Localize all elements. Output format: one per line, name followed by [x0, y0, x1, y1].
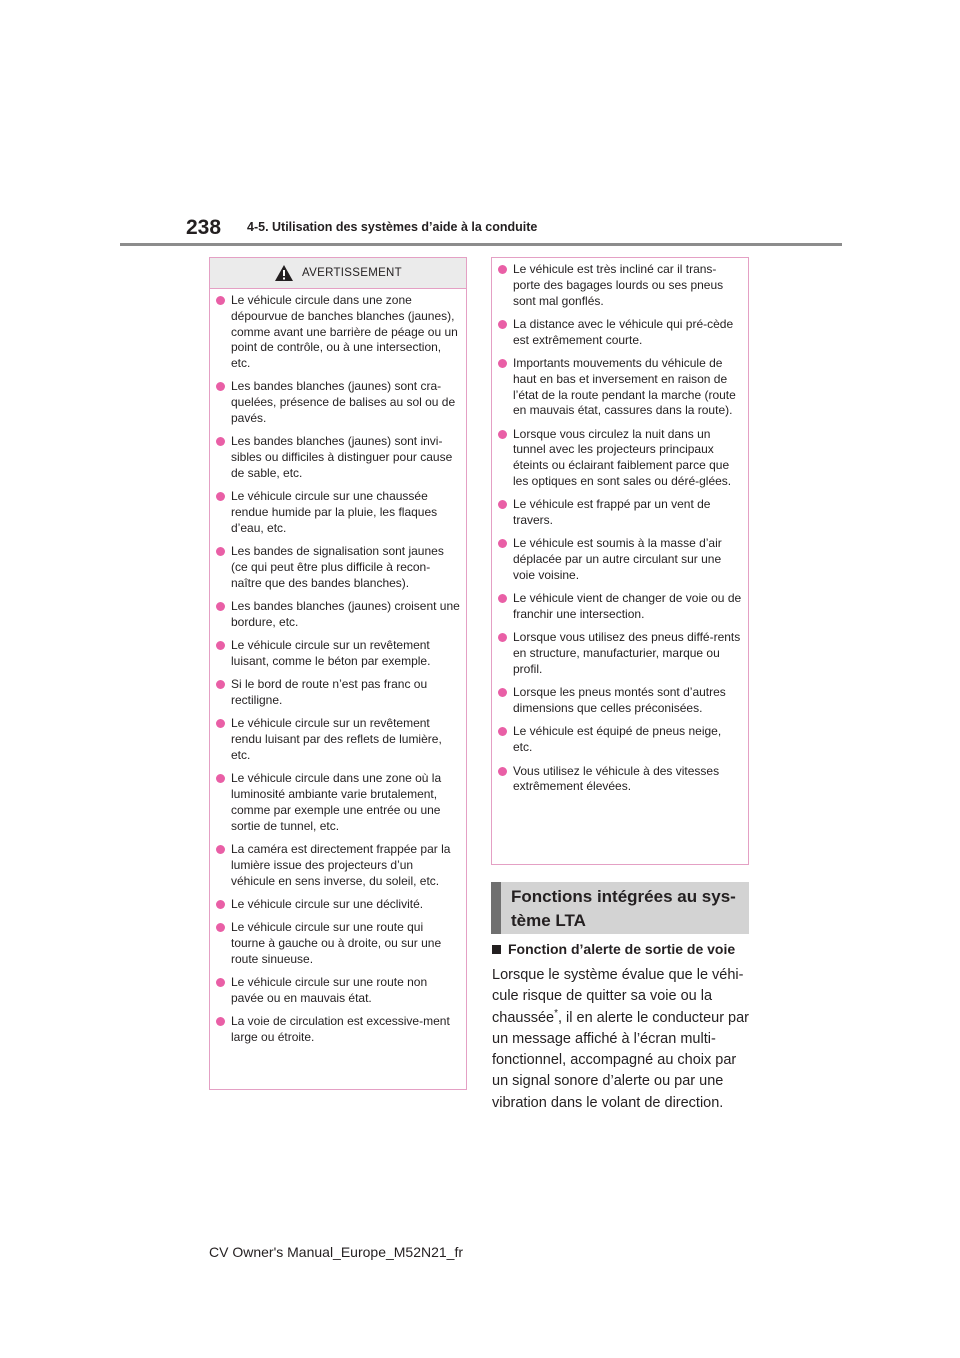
warning-list-item [498, 685, 742, 717]
warning-item-text: Le véhicule circule sur un revêtement luisant, comme le béton par exemple. [231, 638, 431, 668]
warning-item-text: Les bandes de signalisation sont jaunes (ce qui peut être plus difficile à recon-naître que des bandes blanches). [231, 544, 444, 590]
bullet-dot-icon [498, 539, 507, 548]
warning-item-text: Le véhicule circule sur une chaussée rendue humide par la pluie, les flaques d’eau, etc. [231, 489, 438, 535]
warning-list-item [216, 599, 460, 631]
subsection-heading [492, 941, 735, 957]
warning-item-text: Le véhicule est équipé de pneus neige, etc. [513, 724, 722, 755]
warning-list-item [216, 842, 460, 889]
warning-item-text: Lorsque vous circulez la nuit dans un tunnel avec les projecteurs principaux éteints ou éclairant faiblement parce que les optiques en sont sales ou déré-glées. [513, 426, 732, 489]
bullet-dot-icon [498, 500, 507, 509]
warning-item-text: Si le bord de route n’est pas franc ou rectiligne. [231, 677, 428, 708]
warning-item-text: Le véhicule est très incliné car il trans-porte des bagages lourds ou ses pneus sont mal gonflés. [513, 262, 724, 308]
warning-item-text: La voie de circulation est excessive-ment large ou étroite. [231, 1014, 450, 1044]
lta-section-title [501, 882, 746, 934]
warning-list-item [498, 262, 742, 309]
warning-item-text: La distance avec le véhicule qui pré-cède est extrêmement courte. [513, 316, 734, 347]
warning-item-text: Le véhicule circule dans une zone dépourvue de banches blanches (jaunes), comme avant une barrière de péage ou un point de contrôle, ou à une intersection, etc. [231, 293, 458, 371]
header-rule [120, 243, 842, 246]
warning-list-item [216, 293, 460, 372]
warning-item-text: Les bandes blanches (jaunes) sont invi-sibles ou difficiles à distinguer pour cause de sable, etc. [231, 434, 453, 480]
bullet-dot-icon [216, 602, 225, 611]
warning-list-item [498, 317, 742, 349]
warning-list-item [216, 716, 460, 763]
bullet-dot-icon [216, 774, 225, 783]
warning-item-text: Le véhicule circule sur une route qui tourne à gauche ou à droite, ou sur une route sinueuse. [231, 920, 442, 966]
lane-departure-paragraph [492, 965, 754, 1114]
warning-item-text: Le véhicule est frappé par un vent de travers. [513, 497, 711, 528]
warning-list-item [498, 630, 742, 677]
warning-triangle-icon [274, 264, 294, 282]
warning-item-text: Les bandes blanches (jaunes) sont cra-quelées, présence de balises au sol ou de pavés. [231, 379, 456, 426]
bullet-dot-icon [498, 320, 507, 329]
warning-list-item [498, 591, 742, 623]
warning-list-item [498, 427, 742, 490]
warning-item-text: Importants mouvements du véhicule de haut en bas et inversement en raison de l’état de la route pendant la marche (route en mauvais état, cassures dans la route). [513, 355, 736, 418]
bullet-dot-icon [498, 265, 507, 274]
warning-list-item [216, 897, 460, 913]
bullet-dot-icon [216, 437, 225, 446]
warning-item-text: Vous utilisez le véhicule à des vitesses extrêmement élevées. [513, 763, 720, 794]
warning-item-text: Le véhicule circule sur une déclivité. [231, 896, 424, 911]
bullet-dot-icon [498, 727, 507, 736]
para-before: Lorsque le système évalue que le véhi-cule risque de quitter sa voie ou la chaussée [492, 967, 744, 1026]
warning-list-item [498, 497, 742, 529]
warning-item-text: Lorsque vous utilisez des pneus diffé-rents en structure, manufacturier, marque ou profil. [513, 630, 741, 677]
warning-item-text: Lorsque les pneus montés sont d’autres dimensions que celles préconisées. [513, 685, 726, 716]
warning-list-right [491, 257, 749, 865]
bullet-dot-icon [216, 1017, 225, 1026]
lta-section-heading [491, 882, 749, 934]
bullet-dot-icon [216, 719, 225, 728]
section-title: 4-5. Utilisation des systèmes d’aide à la conduite [247, 220, 538, 234]
warning-item-text: Le véhicule circule sur une route non pavée ou en mauvais état. [231, 974, 428, 1005]
warning-list-item [216, 1014, 460, 1046]
warning-list-item [216, 920, 460, 967]
warning-item-text: Le véhicule est soumis à la masse d’air déplacée par un autre circulant sur une voie voisine. [513, 536, 722, 583]
bullet-dot-icon [216, 845, 225, 854]
bullet-dot-icon [216, 900, 225, 909]
bullet-dot-icon [216, 680, 225, 689]
bullet-dot-icon [216, 382, 225, 391]
warning-item-text: Le véhicule circule sur un revêtement rendu luisant par des reflets de lumière, etc. [231, 716, 442, 762]
warning-title: AVERTISSEMENT [302, 267, 402, 279]
bullet-dot-icon [498, 767, 507, 776]
bullet-dot-icon [216, 547, 225, 556]
para-after: , il en alerte le conducteur par un message affiché à l’écran multi-fonctionnel, accompagné au choix par un signal sonore d’alerte ou par une vibration dans le volant de direction. [492, 1009, 750, 1111]
footer-text: CV Owner's Manual_Europe_M52N21_fr [209, 1244, 464, 1260]
footnote-mark: * [554, 1007, 558, 1019]
warning-list-item [216, 544, 460, 591]
warning-list-left [210, 289, 466, 1046]
warning-list-item [216, 677, 460, 709]
lta-title-line2: tème LTA [511, 911, 586, 930]
warning-item-text: Les bandes blanches (jaunes) croisent une bordure, etc. [231, 599, 460, 629]
warning-list-item [498, 764, 742, 796]
bullet-dot-icon [498, 688, 507, 697]
lta-title-line1: Fonctions intégrées au sys- [511, 887, 736, 906]
bullet-dot-icon [498, 594, 507, 603]
warning-list-item [216, 638, 460, 670]
warning-list-item [498, 356, 742, 419]
bullet-dot-icon [216, 492, 225, 501]
warning-item-text: Le véhicule vient de changer de voie ou de franchir une intersection. [513, 591, 742, 622]
bullet-dot-icon [498, 430, 507, 439]
square-bullet-icon [492, 945, 501, 954]
page-number: 238 [186, 216, 222, 239]
bullet-dot-icon [216, 923, 225, 932]
bullet-dot-icon [498, 359, 507, 368]
warning-list-item [216, 379, 460, 426]
bullet-dot-icon [216, 296, 225, 305]
warning-list-item [216, 489, 460, 536]
warning-list-item [216, 434, 460, 481]
warning-item-text: Le véhicule circule dans une zone où la luminosité ambiante varie brutalement, comme par exemple une entrée ou une sortie de tunnel, etc. [231, 771, 442, 833]
subsection-title: Fonction d’alerte de sortie de voie [508, 941, 736, 957]
warning-list-item [498, 724, 742, 756]
warning-list-item [216, 771, 460, 834]
bullet-dot-icon [216, 978, 225, 987]
bullet-dot-icon [216, 641, 225, 650]
warning-list-item [498, 536, 742, 583]
warning-box [209, 257, 467, 1090]
bullet-dot-icon [498, 633, 507, 642]
section-bar [491, 882, 501, 934]
warning-header [210, 258, 466, 289]
warning-list-item [216, 975, 460, 1007]
warning-item-text: La caméra est directement frappée par la lumière issue des projecteurs d’un véhicule en sens inverse, du soleil, etc. [231, 841, 451, 888]
